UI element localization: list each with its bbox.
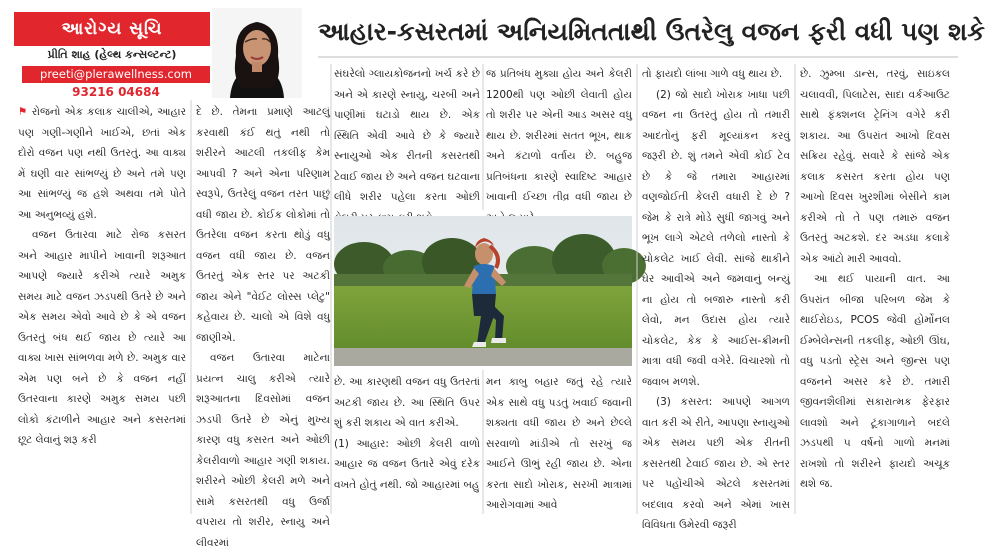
paragraph [18,102,186,225]
column-header [14,12,210,99]
body-column-1 [18,102,186,514]
column-title: આરોગ્ય સૂચિ [61,19,163,39]
body-column-2 [196,102,330,549]
column-phone: 93216 04684 [72,85,160,99]
body-column-5 [642,64,790,531]
column-email: preeti@plerawellness.com [40,67,192,81]
paragraph: (2) જો સાદો ખોરાક ખાધા પછી વજન ના ઉતરતું હોય તો તમારી આદતોનું ફરી મૂલ્યાંકન કરવું જરૂરી છે. શું તમને એવી કોઈ ટેવ છે કે જે તમારા આહારમાં વણજોઈતી કેલરી વધારી દે છે ? જેમ કે રાત્રે મોડે સુધી જાગવું અને ભૂખ લાગે એટલે તળેલો નાસ્તો કે ચોકલેટ ખાઈ લેવી. સાંજે થાકીને ઘેર આવીએ અને જમવાનું બન્યું ના હોય તો બજારુ નાસ્તો કરી લેવો, મન ઉદાસ હોય ત્યારે ચોકલેટ, કેક કે આઈસ-ક્રીમની માત્રા વધી જવી વગેરે. વિચારશો તો જવાબ મળશે. [642,88,790,388]
paragraph: વજન ઉતારવા માટેના પ્રયત્ન ચાલુ કરીએ ત્યારે શરૂઆતના દિવસોમાં વજન ઝડપી ઉતરે છે એનું મુખ્ય કારણ વધુ કસરત અને ઓછી કેલરીવાળો આહાર ગણી શકાય. શરીરને ઓછી કેલરી મળે અને સામે કસરતથી વધુ ઉર્જા વપરાય તો શરીર, સ્નાયુ અને લીવરમાં [196,352,330,549]
page-flag-icon: ⚑ [18,106,32,118]
column-author: પ્રીતિ શાહ (હેલ્થ કન્સલ્ટન્ટ) [47,48,177,61]
body-column-3-top: સંઘરેલો ગ્લાયકોજનનો ખર્ચ કરે છે અને એ કારણે સ્નાયુ, ચરબી અને પાણીમાં ઘટાડો થાય છે. એક સ્થિતિ એવી આવે છે કે જ્યારે સ્નાયુઓ એક રીતની કસરતથી ટેવાઈ જાય છે અને વજન ઘટવાના લીધે શરીર પહેલા કરતા ઓછી [334,68,480,203]
body-column-4-bottom: મન કાબુ બહાર જતું રહે ત્યારે એક સાથે વધુ પડતું ખવાઈ જવાની શક્યતા વધી જાય છે અને છેલ્લે સરવાળો માંડીએ તો સરખું જ આઈને ઊભું રહી જાય છે. એના કરતા સાદો ખોરાક, સરખી માત્રામાં આરોગવામાં આવે [486,376,632,511]
paragraph: (3) કસરત: આપણે આગળ વાત કરી એ રીતે, આપણા સ્નાયુઓ એક સમય પછી એક રીતની કસરતથી ટેવાઈ જાય છે. એ સ્તર પર પહોંચીએ એટલે કસરતમાં બદલાવ કરવો અને એમાં ખાસ વિવિધતા ઉમેરવી જરૂરી [642,396,790,531]
body-column-6 [800,64,950,514]
body-column-3-bottom: છે. આ કારણથી વજન વધુ ઉતરતાં અટકી જાય છે. આ સ્થિતિ ઉપર શું કરી શકાય એ વાત કરીએ. (1) આહાર: ઓછી કેલરી વાળો આહાર જ વજન ઉતારે એવું દરેક વખતે હોતું નથી. જો આહારમાં બહુ [334,376,480,491]
paragraph: આ થઈ પાયાની વાત. આ ઉપરાંત બીજા પરિબળ જેમ કે થાઈરોઇડ, PCOS જેવી હોર્મોનલ ઈમ્બેલેન્સની તકલીફ, ઓછી ઊંઘ, વધુ પડતો સ્ટ્રેસ અને જીન્સ પણ વજનને અસર કરે છે. તમારી જીવનશૈલીમાં સકારાત્મક ફેરફાર લાવશો અને ટૂંકાગાળાને બદલે ઝડપથી ૫ વર્ષનો ગાળો મનમાં રાખશો તો શરીરને ફાયદો અચૂક થશે જ. [800,273,950,490]
headline: આહાર-કસરતમાં અનિયમિતતાથી ઉતરેલુ વજન ફરી વધી પણ શકે [318,17,985,46]
paragraph: દે છે. તેમના પ્રમાણે આટલું કરવાથી કંઈ થતું નથી તો શરીરને આટલી તકલીફ કેમ આપવી ? અને એના પરિણામ સ્વરૂપે, ઉતરેલું વજન તરત પાછું વધી જાય છે. કોઈક લોકોમાં તો ઉતરેલા વજન કરતા થોડું વધુ વજન વધી જાય છે. વજન ઉતરતું એક સ્તર પર અટકી જાય એને "વેઈટ લોસ્સ પ્લેટુ" કહેવાય છે. ચાલો એ વિશે વધુ જાણીએ. [196,106,330,344]
headline-rule [318,56,958,58]
jogging-woman-photo [334,216,632,366]
paragraph-text: રોજનો એક કલાક ચાલીએ, આહાર પણ ગણી-ગણીને ખાઈએ, છતાં એક દોરો વજન પણ નથી ઉતરતું. આ વાક્ય મેં ઘણી વાર સાંભળ્યું છે અને તમે પણ આ સાંભળ્યું જ હશે અથવા તમે પોતે આ અનુભવ્યું હશે. [18,106,186,221]
body-column-4-top: જ પ્રતિબંધ મુક્યા હોય અને કેલરી 1200થી પણ ઓછી લેવાતી હોય તો શરીર પર એની આડ અસર વધુ થાય છે. શરીરમાં સતત ભૂખ, થાક અને કંટાળો વર્તાય છે. બહુજ પ્રતિબંધના કારણે સ્વાદિષ્ટ આહાર ખાવાની ઈચ્છા તીવ્ર વધી જાય છે [486,68,632,203]
author-photo [212,8,302,98]
paragraph: છે. ઝુમ્બા ડાન્સ, તરવું, સાઇકલ ચલાવવી, પિલાટેસ, સાદા વર્કઆઉટ સાથે ફંક્શનલ ટ્રેનિંગ વગેરે કરી શકાય. આ ઉપરાંત આખો દિવસ સક્રિય રહેવું. સવારે કે સાંજે એક કલાક કસરત કરતા હોય પણ આખો દિવસ ખુરશીમાં બેસીને કામ કરીએ તો તે પણ તમારું વજન ઉતરતું અટકશે. દર અડધા કલાકે એક આંટો મારી આવવો. [800,68,950,265]
paragraph: તો ફાયદો લાંબા ગાળે વધુ થાય છે. [642,68,783,80]
paragraph: વજન ઉતારવા માટે રોજ કસરત અને આહાર માપીને ખાવાની શરૂઆત આપણે જ્યારે કરીએ ત્યારે અમુક સમય માટે વજન ઝડપથી ઉતરે છે અને એક સમય એવો આવે છે કે એ વજન ઉતરતું બંધ થઈ જાય છે ત્યારે આ વાક્ય ખાસ સાંભળવા મળે છે. અમુક વાર એમ પણ બને છે કે વજન નહીં ઉતરવાના કારણે અમુક સમય પછી લોકો કંટાળીને આહાર અને કસરતમાં છૂટ લેવાનું શરૂ કરી [18,229,186,446]
